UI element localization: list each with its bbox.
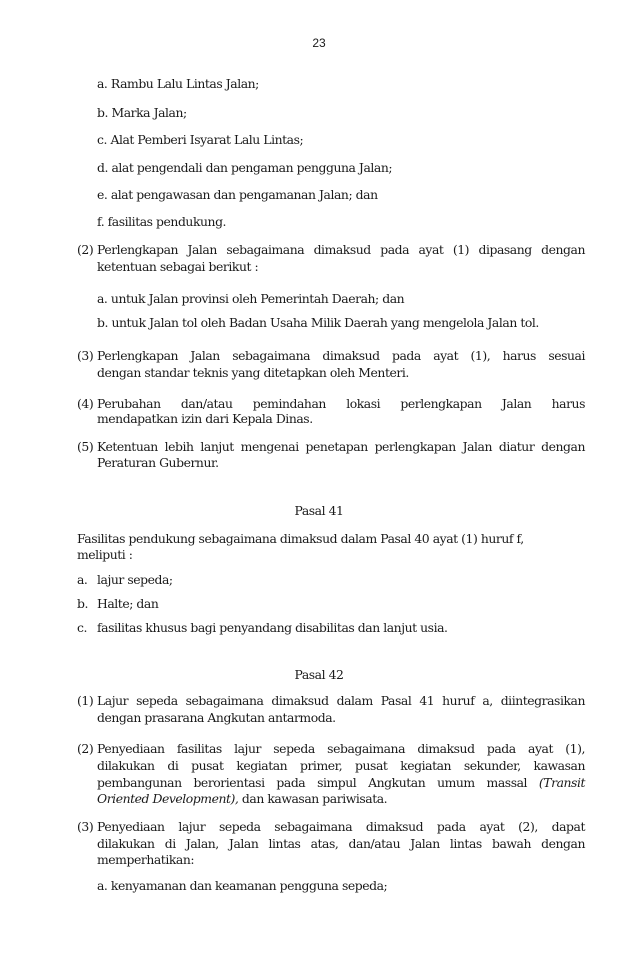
list-item: d. alat pengendali dan pengaman pengguna Jalan; [97,160,393,175]
list-item: a. untuk Jalan provinsi oleh Pemerintah Daerah; dan [97,291,405,306]
paragraph-number: (4) [77,396,94,411]
list-item: b. Marka Jalan; [97,105,187,120]
paragraph-line: mendapatkan izin dari Kepala Dinas. [97,411,313,426]
paragraph-number: (3) [77,819,94,834]
paragraph-line: memperhatikan: [97,852,195,867]
list-letter: a. [77,572,88,587]
paragraph-line: Perlengkapan Jalan sebagaimana dimaksud pada ayat (1), harus sesuai [97,348,585,363]
paragraph-number: (2) [77,242,94,257]
list-item: e. alat pengawasan dan pengamanan Jalan; dan [97,187,378,202]
list-letter: b. [77,596,88,611]
list-item: a. Rambu Lalu Lintas Jalan; [97,76,259,91]
list-item: fasilitas khusus bagi penyandang disabilitas dan lanjut usia. [97,620,448,635]
paragraph-line: Lajur sepeda sebagaimana dimaksud dalam Pasal 41 huruf a, diintegrasikan [97,693,585,708]
paragraph-line: dengan standar teknis yang ditetapkan oleh Menteri. [97,365,409,380]
paragraph-line: Fasilitas pendukung sebagaimana dimaksud dalam Pasal 40 ayat (1) huruf f, [77,531,524,546]
paragraph-number: (3) [77,348,94,363]
list-item: f. fasilitas pendukung. [97,214,227,229]
paragraph-text: dan kawasan pariwisata. [238,791,388,806]
paragraph-line: Penyediaan fasilitas lajur sepeda sebagaimana dimaksud pada ayat (1), [97,741,585,756]
paragraph-line: Penyediaan lajur sepeda sebagaimana dimaksud pada ayat (2), dapat [97,819,585,834]
list-item: lajur sepeda; [97,572,173,587]
paragraph-line: Ketentuan lebih lanjut mengenai penetapan perlengkapan Jalan diatur dengan [97,439,585,454]
list-item: c. Alat Pemberi Isyarat Lalu Lintas; [97,132,304,147]
paragraph-text: pembangunan berorientasi pada simpul Angkutan umum massal [97,775,528,790]
paragraph-line: meliputi : [77,547,133,562]
paragraph-line: Peraturan Gubernur. [97,455,219,470]
paragraph-text-italic: Oriented Development), [97,791,239,806]
paragraph-line: dengan prasarana Angkutan antarmoda. [97,710,336,725]
list-letter: c. [77,620,87,635]
list-item: a. kenyamanan dan keamanan pengguna sepeda; [97,878,388,893]
list-item: Halte; dan [97,596,159,611]
paragraph-line: dilakukan di Jalan, Jalan lintas atas, dan/atau Jalan lintas bawah dengan [97,836,585,851]
paragraph-line: dilakukan di pusat kegiatan primer, pusat kegiatan sekunder, kawasan [97,758,585,773]
paragraph-number: (5) [77,439,94,454]
paragraph-text-italic: (Transit [538,775,585,790]
paragraph-line [97,774,585,791]
list-item: b. untuk Jalan tol oleh Badan Usaha Milik Daerah yang mengelola Jalan tol. [97,315,539,330]
section-heading: Pasal 42 [294,667,344,682]
page-number: 23 [312,36,326,50]
paragraph-number: (1) [77,693,94,708]
paragraph-line: ketentuan sebagai berikut : [97,259,259,274]
paragraph-line: Perubahan dan/atau pemindahan lokasi perlengkapan Jalan harus [97,396,585,411]
paragraph-line [97,790,387,807]
paragraph-number: (2) [77,741,94,756]
section-heading: Pasal 41 [294,503,344,518]
paragraph-line: Perlengkapan Jalan sebagaimana dimaksud pada ayat (1) dipasang dengan [97,242,585,257]
